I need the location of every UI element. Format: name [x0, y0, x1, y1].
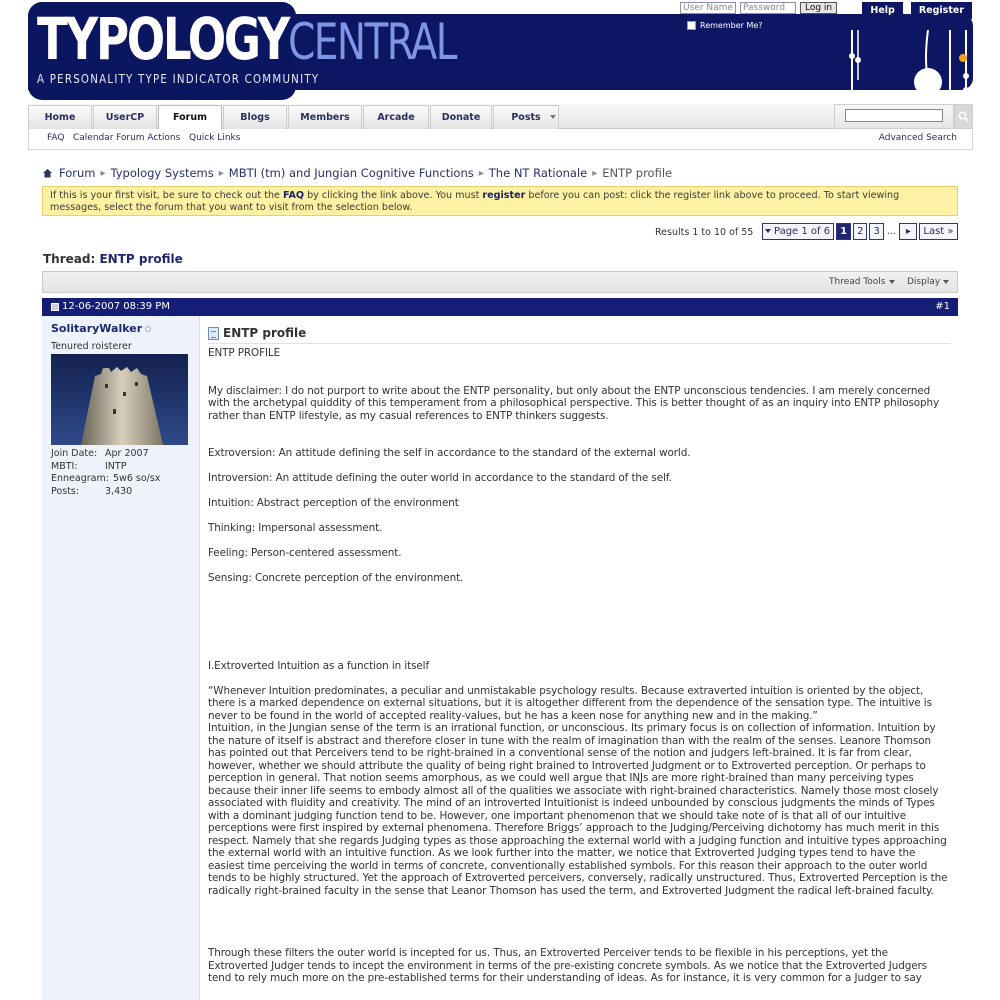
- search-input[interactable]: [845, 109, 943, 122]
- page-1[interactable]: 1: [836, 223, 851, 240]
- login-form: [680, 2, 837, 16]
- search-icon: [958, 111, 969, 122]
- thread-title: Thread: ENTP profile: [43, 252, 183, 266]
- page-label: Page 1 of 6: [774, 226, 831, 237]
- post-content: [201, 316, 958, 1000]
- post-paragraph: “Whenever Intuition predominates, a peculiar and unmistakable psychology results. Because extraverted intuition is oriented by the object, there is a marked dependence on external situations, but it is altogether different from the dependence of the sensation type. The intuitive is never to be found in the world of accepted reality-values, but he has a keen nose for anything new and in the making.”: [208, 684, 932, 722]
- tab-blogs[interactable]: Blogs: [223, 105, 287, 129]
- post-paragraph: Sensing: Concrete perception of the environment.: [208, 572, 464, 584]
- tab-posts-label: Posts: [511, 112, 541, 123]
- thread-tools-menu[interactable]: Thread Tools: [829, 277, 895, 287]
- post-paragraph: Introversion: An attitude defining the outer world in accordance to the standard of the self.: [208, 472, 672, 484]
- pagination: [762, 223, 958, 240]
- document-icon: [208, 327, 219, 340]
- pagination-ellipsis: ...: [886, 226, 897, 237]
- breadcrumb-separator-icon: ▸: [100, 167, 106, 179]
- search-field-wrap: [834, 104, 954, 129]
- post-paragraph: My disclaimer: I do not purport to write about the ENTP personality, but only about the ENTP unconscious tendencies. I am merely concerned with the archetypal quiddity of this temperament from a philosophical perspective. This is better thought of as an inquiry into ENTP philosophy rather than ENTP lifestyle, as my casual references to ENTP thinkers suggests.: [208, 384, 940, 422]
- tab-forum[interactable]: Forum: [158, 105, 222, 130]
- post-paragraph: Through these filters the outer world is incepted for us. Thus, an Extroverted Perceiver tends to be flexible in his perceptions, yet the Extroverted Judger tends to incept the environment in terms of the pre-existing concrete symbols. As we notice that the Extroverted Judgers tend to rely much more on the pre-established terms for their understanding of ideas. As for instance, it is very common for a Judger to say: [208, 947, 927, 984]
- login-button[interactable]: Log in: [800, 2, 837, 14]
- breadcrumb-separator-icon: ▸: [218, 167, 224, 179]
- subnav-forum-actions[interactable]: Forum Actions: [116, 133, 181, 143]
- results-count: Results 1 to 10 of 55: [655, 227, 754, 238]
- subnav-faq[interactable]: FAQ: [47, 133, 65, 143]
- logo-text: TYPOLOGYCENTRAL: [37, 5, 456, 73]
- tab-home[interactable]: Home: [28, 105, 92, 129]
- post-paragraph: I.Extroverted Intuition as a function in itself: [208, 659, 430, 672]
- advanced-search-link[interactable]: Advanced Search: [878, 133, 957, 143]
- user-title: Tenured roisterer: [51, 341, 132, 352]
- offline-status-icon: [145, 326, 151, 332]
- register-link[interactable]: Register: [911, 2, 972, 19]
- search-button[interactable]: [954, 104, 973, 129]
- post-title: ENTP profile: [208, 326, 951, 344]
- double-chevron-right-icon: »: [947, 226, 954, 237]
- page-selector[interactable]: [762, 223, 834, 240]
- tower-avatar-icon: [51, 354, 188, 445]
- post-userinfo: [42, 316, 200, 1000]
- tab-arcade[interactable]: Arcade: [363, 105, 429, 129]
- notice-faq-link[interactable]: FAQ: [283, 190, 305, 201]
- thread-tools-bar: [42, 271, 958, 293]
- help-link[interactable]: Help: [862, 2, 902, 19]
- first-visit-notice: If this is your first visit, be sure to check out the FAQ by clicking the link above. You must register before you can post: click the register link above to proceed. To start viewing messages, select the forum that you want to visit from the selection below.: [42, 186, 958, 216]
- quick-search: [834, 104, 973, 129]
- post-paragraph: Feeling: Person-centered assessment.: [208, 547, 402, 559]
- nav-tabs: [28, 105, 560, 130]
- post-paragraph: Intuition: Abstract perception of the environment: [208, 497, 459, 509]
- breadcrumb-separator-icon: ▸: [478, 167, 484, 179]
- post-paragraph: Intuition, in the Jungian sense of the term is an irrational function, or unconscious. Its primary focus is on collection of information. Intuition by the nature of itself is abstract and therefore closer in tune with the realm of imagination than with the realm of the senses. Leanore Thomson has pointed out that Perceivers tend to be right-brained in a conventional sense of the notion and judgers left-brained. It is far from clear, however, whether we should attribute the quality of being right brained to Introverted Judgment or to Extroverted perception. Or perhaps to perception in general. That notion seems amorphous, as we could well argue that INJs are more right-brained than many perceiving types because their inner life seems to embody almost all of the qualities we associate with right-brained characteristics. Namely those most closely associated with fluidity and creativity. The mind of an introverted Intuitionist is indeed unbounded by conscious judgments the minds of Types with a dominant judging function tend to be. However, one important phenomenon that we should take note of is that all of our intuitive perceptions were first inspired by external phenomena. Therefore Briggs’ approach to the Judging/Perceiving dichotomy has much merit in this respect. Namely that she regards Judging types as those approaching the external world with a judging function and intuitive types approaching the external world with an intuitive function. As we look further into the matter, we notice that Extroverted Judging types tend to have the easiest time perceiving the world in terms of concrete, conventionally established symbols. For this reason their approach to the outer world tends to be highly structured. Yet the approach of Extroverted perceivers, conversely, radically unstructured. Thus, Extroverted Perception is the radically right-brained faculty in the sense that Leanor Thomson has used the term, and Extroverted Judgment the radical left-brained faculty.: [208, 722, 948, 897]
- post-message: [208, 347, 951, 985]
- remember-me[interactable]: [687, 21, 763, 30]
- site-logo[interactable]: [28, 2, 456, 100]
- chevron-down-icon: [765, 229, 771, 233]
- post-date: 12-06-2007 08:39 PM: [62, 301, 170, 312]
- chevron-down-icon: [889, 280, 895, 284]
- remember-me-checkbox[interactable]: [687, 21, 696, 30]
- page-2[interactable]: 2: [853, 223, 867, 240]
- breadcrumb-current: ENTP profile: [602, 166, 673, 180]
- top-links: [862, 2, 972, 19]
- password-input[interactable]: Password: [740, 2, 796, 14]
- post-header: [42, 298, 958, 316]
- enneagram-type: 5w6 so/sx: [113, 473, 161, 484]
- mbti-type: INTP: [105, 460, 127, 472]
- remember-me-label: Remember Me?: [700, 21, 763, 30]
- post-author[interactable]: SolitaryWalker: [51, 322, 151, 335]
- post-paragraph: Thinking: Impersonal assessment.: [208, 522, 383, 534]
- page-3[interactable]: 3: [869, 223, 883, 240]
- breadcrumb-nt-rationale[interactable]: The NT Rationale: [488, 166, 588, 180]
- subnav-calendar[interactable]: Calendar: [73, 133, 114, 143]
- user-stats: Join Date: Apr 2007 MBTI: INTP Enneagram: 5w6 so/sx Posts: 3,430: [51, 448, 161, 497]
- last-page-button[interactable]: Last »: [919, 223, 957, 240]
- breadcrumb-typology-systems[interactable]: Typology Systems: [110, 166, 214, 180]
- post-paragraph: ENTP PROFILE: [208, 347, 281, 359]
- tab-usercp[interactable]: UserCP: [93, 105, 157, 129]
- subnav: [28, 129, 973, 150]
- post-status-icon: [51, 303, 59, 311]
- post-number-link[interactable]: #1: [935, 301, 950, 312]
- chevron-down-icon: [943, 280, 949, 284]
- display-menu[interactable]: Display: [907, 277, 949, 287]
- subnav-quick-links[interactable]: Quick Links: [189, 133, 241, 143]
- tab-donate[interactable]: Donate: [430, 105, 492, 129]
- tab-members-list[interactable]: Members: [288, 105, 362, 129]
- breadcrumb-mbti[interactable]: MBTI (tm) and Jungian Cognitive Functions: [228, 166, 474, 180]
- chevron-down-icon: [550, 115, 556, 119]
- next-page-button[interactable]: ▸: [899, 223, 917, 240]
- breadcrumb-forum[interactable]: Forum: [59, 166, 96, 180]
- breadcrumb: [42, 166, 672, 180]
- post-paragraph: Extroversion: An attitude defining the self in accordance to the standard of the external world.: [208, 447, 691, 459]
- breadcrumb-separator-icon: ▸: [592, 167, 598, 179]
- decorative-lines-icon: [840, 30, 990, 102]
- notice-register-link[interactable]: register: [482, 190, 526, 201]
- home-icon[interactable]: [42, 168, 53, 178]
- join-date: Apr 2007: [105, 448, 149, 459]
- post-count: 3,430: [105, 485, 133, 497]
- tab-posts[interactable]: [493, 105, 559, 129]
- username-input[interactable]: User Name: [680, 2, 736, 14]
- logo-tagline: A PERSONALITY TYPE INDICATOR COMMUNITY: [37, 71, 320, 86]
- avatar[interactable]: [51, 354, 188, 445]
